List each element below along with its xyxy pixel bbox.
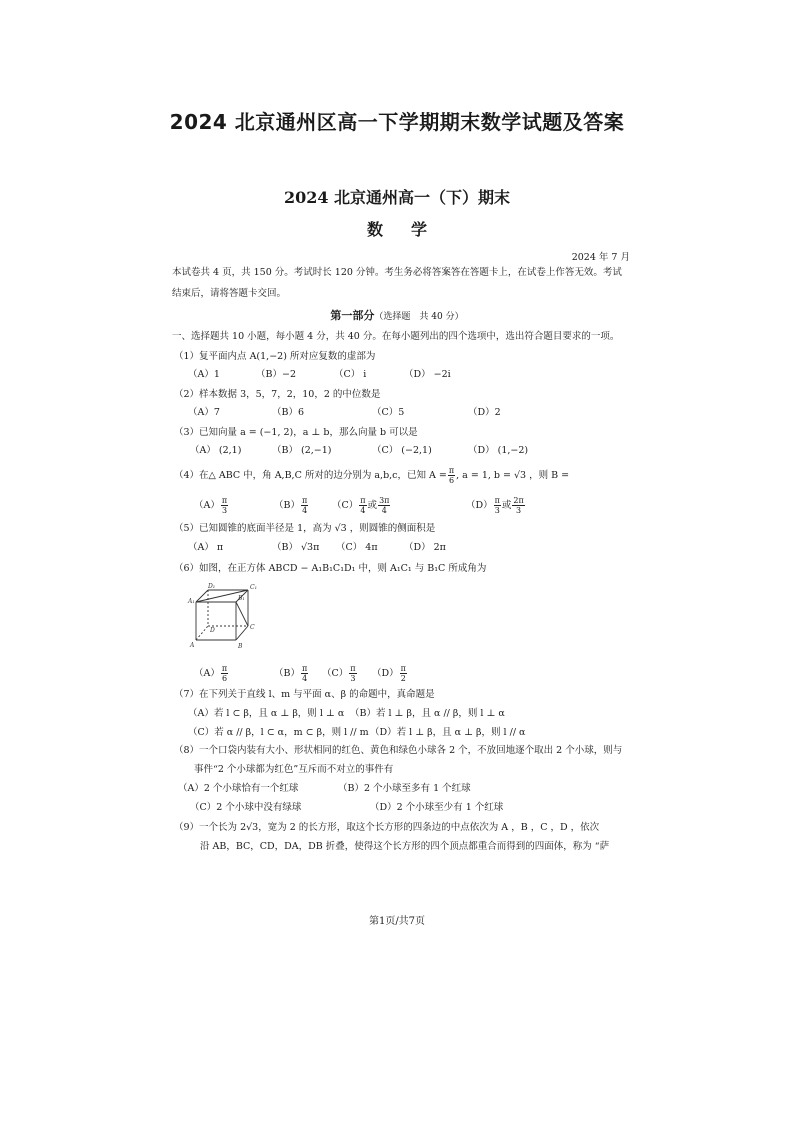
q8-stem-line2: 事件“2 个小球都为红色”互斥而不对立的事件有 (194, 764, 394, 775)
q8-option-d: （D）2 个小球至少有 1 个红球 (370, 802, 504, 813)
q8-option-a: （A）2 个小球恰有一个红球 (178, 783, 299, 794)
q4-stem-pre: （4）在△ ABC 中，角 A,B,C 所对的边分别为 a,b,c，已知 A = (174, 470, 447, 481)
q6-c-den: 3 (350, 674, 356, 683)
q4-d-fraction-1 (494, 496, 501, 515)
q4-c-fraction-2 (378, 496, 390, 515)
q6-b-den: 4 (302, 674, 308, 683)
q3-option-c: （C） (−2,1) (372, 445, 432, 456)
section-instruction: 一、选择题共 10 小题，每小题 4 分，共 40 分。在每小题列出的四个选项中，选出符合题目要求的一项。 (172, 331, 620, 342)
q2-option-b: （B）6 (272, 407, 305, 418)
q4-a-num: π (221, 496, 228, 505)
q6-option-d-label: （D） (372, 668, 399, 679)
q6-d-den: 2 (400, 674, 406, 683)
q3-stem: （3）已知向量 a = (−1, 2)，a ⊥ b，那么向量 b 可以是 (174, 427, 418, 438)
q4-d-num2: 2π (513, 496, 524, 505)
exam-date: 2024 年 7 月 (571, 252, 630, 263)
q4-c-fraction-1 (359, 496, 366, 515)
q6-stem: （6）如图，在正方体 ABCD − A₁B₁C₁D₁ 中，则 A₁C₁ 与 B₁C 所成角为 (174, 563, 487, 574)
q6-b-fraction (301, 664, 308, 683)
q4-option-d (466, 496, 526, 515)
q6-option-c (322, 664, 358, 683)
cube-edge-ad (196, 626, 208, 640)
q6-d-num: π (400, 664, 406, 673)
label-b: B (238, 643, 243, 650)
q4-d-den2: 3 (516, 506, 522, 515)
label-c: C (250, 624, 255, 631)
q2-option-d: （D）2 (468, 407, 501, 418)
q6-option-b-label: （B） (274, 668, 300, 679)
q8-option-b: （B）2 个小球至多有 1 个红球 (338, 783, 471, 794)
q5-option-d: （D） 2π (404, 542, 446, 553)
q6-a-fraction (221, 664, 228, 683)
q4-option-c-label: （C） (332, 500, 359, 511)
q4-option-d-label: （D） (466, 500, 493, 511)
q6-c-fraction (349, 664, 356, 683)
q4-option-a (194, 496, 229, 515)
q4-d-den1: 3 (494, 506, 500, 515)
label-d1: D₁ (208, 583, 216, 590)
q1-option-a: （A）1 (188, 369, 220, 380)
q4-a-fraction (221, 496, 228, 515)
q5-option-b: （B） √3π (272, 542, 320, 553)
q6-option-d (372, 664, 408, 683)
q6-option-a (194, 664, 229, 683)
q4-b-den: 4 (302, 506, 308, 515)
q4-stem-fraction (448, 466, 455, 485)
q8-stem-line1: （8）一个口袋内装有大小、形状相同的红色、黄色和绿色小球各 2 个，不放回地逐个取出 2 个小球，则与 (174, 745, 623, 756)
q6-d-fraction (400, 664, 407, 683)
q9-stem-line1: （9）一个长为 2√3，宽为 2 的长方形，取这个长方形的四条边的中点依次为 A ，B ，C ，D ，依次 (174, 822, 600, 833)
q2-option-c: （C）5 (372, 407, 405, 418)
q5-option-a: （A） π (188, 542, 224, 553)
q6-option-c-label: （C） (322, 668, 349, 679)
part-note: （选择题 共 40 分） (374, 312, 464, 322)
exam-title: 2024 北京通州高一（下）期末 (283, 188, 511, 207)
q1-option-d: （D） −2i (404, 369, 451, 380)
q6-a-num: π (221, 664, 228, 673)
q4-b-num: π (301, 496, 308, 505)
page-footer: 第1页/共7页 (368, 916, 426, 927)
q6-option-b (274, 664, 309, 683)
q5-stem: （5）已知圆锥的底面半径是 1，高为 √3 ，则圆锥的侧面积是 (174, 523, 436, 534)
q7-option-c: （C）若 α // β，l ⊂ α，m ⊂ β，则 l // m (188, 727, 369, 738)
cube-diagram (186, 582, 268, 652)
label-b1: B₁ (238, 595, 245, 602)
q7-option-a: （A）若 l ⊂ β，且 α ⊥ β，则 l ⊥ α (188, 708, 345, 719)
q4-c-or: 或 (367, 500, 378, 511)
q7-stem: （7）在下列关于直线 l、m 与平面 α、β 的命题中，真命题是 (174, 689, 435, 700)
q2-option-a: （A）7 (188, 407, 220, 418)
q1-option-b: （B）−2 (256, 369, 296, 380)
q4-option-b (274, 496, 309, 515)
q4-d-num1: π (494, 496, 500, 505)
q6-b-num: π (301, 664, 308, 673)
q4-option-b-label: （B） (274, 500, 300, 511)
q4-c-den1: 4 (360, 506, 366, 515)
cube-edge-bc (236, 626, 248, 640)
label-d: D (210, 627, 215, 634)
subject-title: 数学 (366, 220, 455, 239)
q2-stem: （2）样本数据 3，5，7，2，10，2 的中位数是 (174, 389, 381, 400)
cube-diagonal-b1c (236, 602, 248, 626)
part-title: 第一部分 (330, 309, 375, 322)
part-heading (0, 307, 794, 323)
q7-option-b: （B）若 l ⊥ β，且 α // β，则 l ⊥ α (350, 708, 505, 719)
label-c1: C₁ (250, 584, 257, 591)
q6-c-num: π (350, 664, 356, 673)
q4-option-a-label: （A） (194, 500, 220, 511)
q9-stem-line2: 沿 AB，BC，CD，DA，DB 折叠，使得这个长方形的四个顶点都重合而得到的四面体，称为 “萨 (200, 841, 610, 852)
q4-c-num1: π (360, 496, 366, 505)
instructions: 本试卷共 4 页，共 150 分。考试时长 120 分钟。考生务必将答案答在答题卡上，在试卷上作答无效。考试结束后，请将答题卡交回。 (172, 267, 622, 299)
q1-stem: （1）复平面内点 A(1,−2) 所对应复数的虚部为 (174, 351, 376, 362)
q5-option-c: （C） 4π (336, 542, 378, 553)
q3-option-a: （A） (2,1) (190, 445, 242, 456)
label-a: A (190, 642, 195, 649)
q4-d-or: 或 (501, 500, 512, 511)
q3-option-b: （B） (2,−1) (272, 445, 332, 456)
q4-b-fraction (301, 496, 308, 515)
q4-c-den2: 4 (381, 506, 387, 515)
q8-option-c: （C）2 个小球中没有绿球 (190, 802, 302, 813)
q1-option-c: （C） i (334, 369, 367, 380)
q4-stem (174, 466, 569, 485)
document-title: 2024 北京通州区高一下学期期末数学试题及答案 (169, 110, 625, 134)
q4-stem-num: π (448, 466, 455, 475)
q4-stem-post: , a = 1, b = √3 ，则 B = (456, 470, 570, 481)
q4-stem-den: 6 (448, 476, 455, 485)
q4-a-den: 3 (221, 506, 228, 515)
label-a1: A₁ (188, 598, 195, 605)
q7-option-d: （D）若 l ⊥ β，且 α ⊥ β，则 l // α (370, 727, 526, 738)
q6-a-den: 6 (221, 674, 228, 683)
q3-option-d: （D） (1,−2) (468, 445, 529, 456)
q4-option-c (332, 496, 391, 515)
q4-d-fraction-2 (512, 496, 524, 515)
q6-option-a-label: （A） (194, 668, 220, 679)
q4-c-num2: 3π (379, 496, 390, 505)
